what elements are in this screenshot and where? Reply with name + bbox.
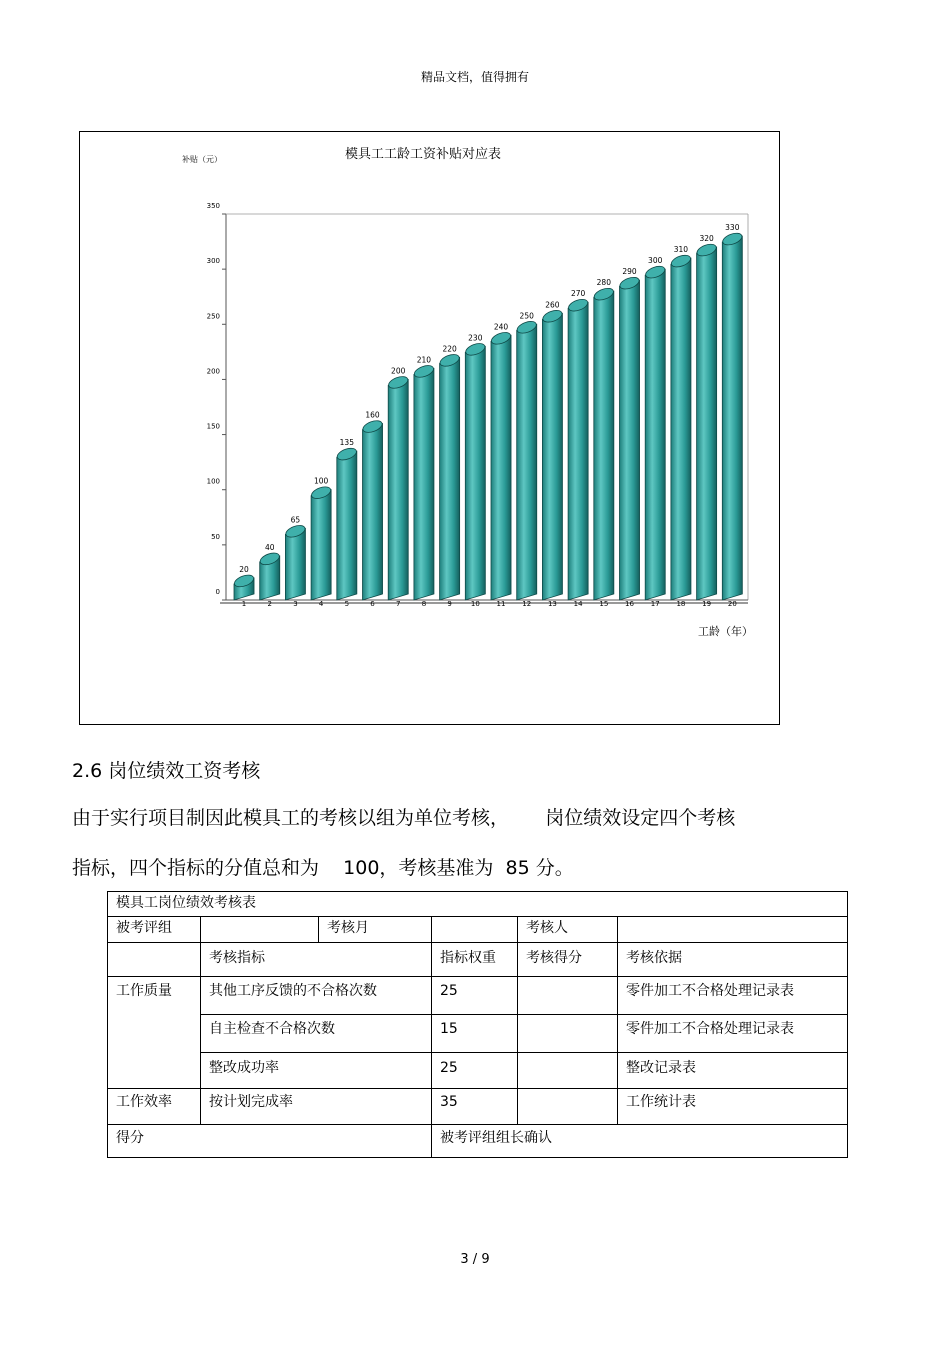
x-tick-label: 14: [573, 600, 583, 608]
assessor-value: [618, 917, 848, 943]
data-label: 330: [725, 223, 740, 233]
bar-group: [593, 278, 615, 608]
bar-group: [259, 543, 281, 608]
x-tick-label: 10: [470, 600, 480, 608]
data-label: 300: [648, 256, 663, 266]
data-label: 135: [339, 438, 354, 448]
assessment-table: [107, 891, 848, 1158]
paragraph-line-2: 指标，四个指标的分值总和为 100，考核基准为 85 分。: [72, 857, 574, 879]
bar: [414, 368, 434, 600]
bar-group: [413, 355, 435, 608]
y-tick-label: 50: [211, 532, 220, 541]
data-label: 270: [570, 289, 586, 299]
month-value: [432, 917, 518, 943]
indicator-cell: 自主检查不合格次数: [201, 1015, 432, 1053]
weight-cell: 35: [432, 1089, 518, 1125]
header-score: 考核得分: [518, 943, 618, 977]
y-tick-label: 200: [206, 367, 220, 376]
assessor-label: 考核人: [518, 917, 618, 943]
page-header: 精品文档，值得拥有: [420, 70, 529, 84]
bar-group: [721, 223, 743, 608]
table-row: [108, 977, 848, 1015]
score-total-label: 得分: [108, 1125, 432, 1158]
x-tick-label: 20: [727, 600, 737, 608]
bar-group: [361, 411, 383, 608]
data-label: 200: [391, 366, 406, 376]
data-label: 280: [596, 278, 611, 288]
bar: [311, 490, 331, 600]
category-efficiency: 工作效率: [108, 1089, 201, 1125]
score-cell: [518, 1089, 618, 1125]
data-label: 160: [365, 410, 380, 420]
basis-cell: 工作统计表: [618, 1089, 848, 1125]
x-tick-label: 17: [650, 600, 660, 608]
x-axis-label: 工龄（年）: [698, 625, 753, 638]
x-tick-label: 5: [344, 600, 350, 608]
data-label: 290: [622, 267, 637, 277]
table-caption: 模具工岗位绩效考核表: [108, 892, 848, 917]
bar: [491, 335, 511, 600]
table-caption-row: [108, 892, 848, 917]
x-tick-label: 3: [293, 600, 298, 608]
table-row: [108, 1089, 848, 1125]
header-indicator: 考核指标: [201, 943, 432, 977]
leader-confirm-label: 被考评组组长确认: [432, 1125, 848, 1158]
weight-cell: 15: [432, 1015, 518, 1053]
y-tick-label: 250: [206, 312, 220, 321]
header-basis: 考核依据: [618, 943, 848, 977]
table-info-row: [108, 917, 848, 943]
bar-group: [644, 256, 666, 608]
x-tick-label: 7: [395, 600, 401, 608]
bar: [542, 313, 562, 600]
indicator-cell: 整改成功率: [201, 1053, 432, 1089]
data-label: 65: [290, 515, 301, 525]
bar-group: [618, 267, 640, 608]
header-blank: [108, 943, 201, 977]
bar: [671, 258, 691, 600]
y-tick-label: 300: [206, 257, 220, 266]
group-value: [201, 917, 319, 943]
x-tick-label: 12: [522, 600, 532, 608]
bar: [337, 451, 357, 600]
group-label: 被考评组: [108, 917, 201, 943]
chart-title: 模具工工龄工资补贴对应表: [344, 147, 502, 162]
bar-group: [284, 515, 306, 608]
paragraph-line-1: 由于实行项目制因此模具工的考核以组为单位考核， 岗位绩效设定四个考核: [72, 807, 736, 829]
bar: [568, 302, 588, 600]
data-label: 100: [313, 476, 329, 486]
data-label: 260: [545, 300, 560, 310]
data-label: 210: [416, 355, 432, 365]
bar-group: [695, 234, 717, 608]
indicator-cell: 按计划完成率: [201, 1089, 432, 1125]
header-weight: 指标权重: [432, 943, 518, 977]
bar: [645, 269, 665, 600]
y-tick-label: 150: [206, 422, 220, 431]
x-tick-label: 1: [241, 600, 247, 608]
x-tick-label: 9: [447, 600, 452, 608]
data-label: 20: [239, 564, 249, 574]
bar: [465, 346, 485, 600]
bar-group: [541, 300, 563, 608]
table-row: [108, 1015, 848, 1053]
data-label: 320: [699, 234, 714, 244]
chart-container: [79, 131, 780, 725]
bar: [440, 357, 460, 600]
indicator-cell: 其他工序反馈的不合格次数: [201, 977, 432, 1015]
category-quality: 工作质量: [108, 977, 201, 1089]
y-tick-label: 350: [206, 202, 220, 210]
basis-cell: 零件加工不合格处理记录表: [618, 1015, 848, 1053]
bar: [722, 236, 742, 600]
x-tick-label: 18: [676, 600, 686, 608]
data-label: 40: [264, 542, 275, 552]
bar-chart: [80, 132, 781, 726]
data-label: 230: [468, 333, 483, 343]
chart-bars: [233, 223, 744, 608]
data-label: 310: [673, 245, 689, 255]
basis-cell: 零件加工不合格处理记录表: [618, 977, 848, 1015]
x-tick-label: 11: [496, 600, 506, 608]
x-tick-label: 19: [702, 600, 712, 608]
score-cell: [518, 1053, 618, 1089]
bar-group: [233, 565, 255, 608]
bar-group: [336, 438, 358, 608]
y-tick-label: 100: [206, 477, 220, 486]
bar-group: [464, 333, 486, 608]
x-tick-label: 4: [318, 600, 324, 608]
x-tick-label: 2: [267, 600, 272, 608]
bar-group: [387, 366, 409, 608]
table-header-row: [108, 943, 848, 977]
bar-group: [567, 289, 589, 608]
bar-group: [670, 245, 692, 608]
score-cell: [518, 1015, 618, 1053]
y-axis-label: 补贴（元）: [182, 155, 222, 164]
basis-cell: 整改记录表: [618, 1053, 848, 1089]
data-label: 250: [519, 311, 534, 321]
x-tick-label: 8: [421, 600, 427, 608]
bar-group: [490, 322, 512, 608]
bar: [594, 291, 614, 600]
weight-cell: 25: [432, 1053, 518, 1089]
y-tick-label: 0: [215, 588, 220, 596]
x-tick-label: 6: [370, 600, 375, 608]
x-tick-label: 15: [599, 600, 609, 608]
table-footer-row: [108, 1125, 848, 1158]
section-title: 2.6 岗位绩效工资考核: [72, 760, 261, 782]
bar-group: [516, 311, 538, 608]
table-row: [108, 1053, 848, 1089]
data-label: 240: [493, 322, 509, 332]
bar-group: [310, 477, 332, 608]
month-label: 考核月: [319, 917, 432, 943]
score-cell: [518, 977, 618, 1015]
bar: [620, 280, 640, 600]
bar: [285, 528, 305, 600]
x-tick-label: 13: [547, 600, 557, 608]
bar: [388, 379, 408, 600]
page-number: 3 / 9: [460, 1252, 490, 1267]
weight-cell: 25: [432, 977, 518, 1015]
bar: [697, 247, 717, 600]
x-tick-label: 16: [625, 600, 634, 608]
data-label: 220: [442, 344, 457, 354]
bar: [363, 424, 383, 600]
bar-group: [438, 344, 460, 608]
bar: [517, 324, 537, 600]
